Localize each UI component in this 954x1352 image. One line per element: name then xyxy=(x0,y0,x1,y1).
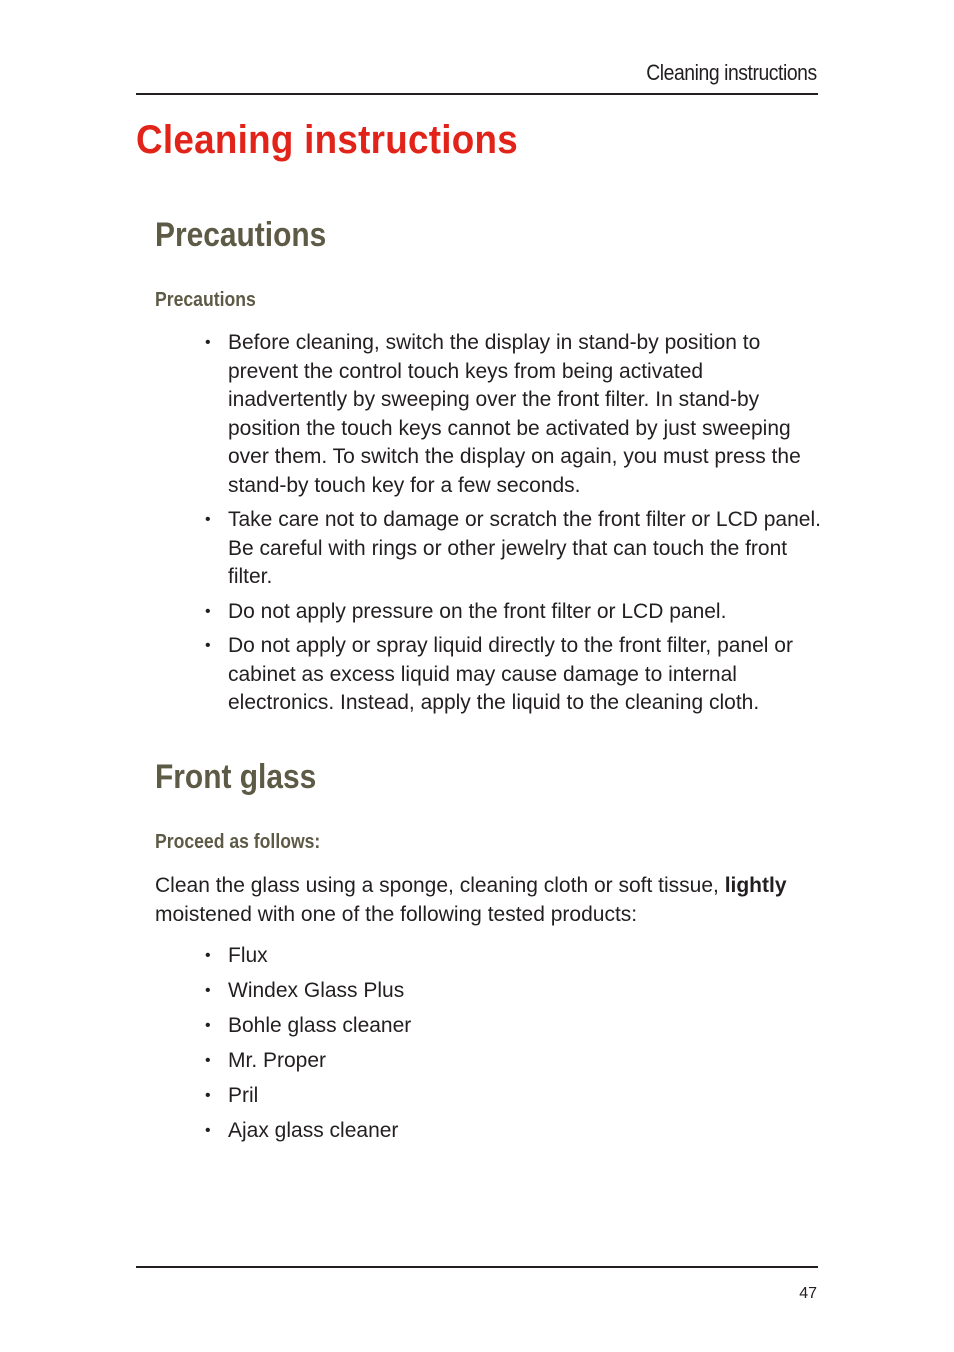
list-item xyxy=(205,1117,825,1146)
bullet-icon: • xyxy=(205,1052,211,1069)
list-item-text: Take care not to damage or scratch the front filter or LCD panel. Be careful with rings or other jewelry that can touch the front filter. xyxy=(228,508,821,588)
subheading-precautions: Precautions xyxy=(155,289,256,311)
list-item xyxy=(205,942,825,971)
list-item-text: Pril xyxy=(228,1084,259,1107)
list-item-text: Mr. Proper xyxy=(228,1049,327,1072)
bullet-icon: • xyxy=(205,947,211,964)
chapter-title: Cleaning instructions xyxy=(136,118,519,162)
list-item xyxy=(205,977,825,1006)
bullet-icon: • xyxy=(205,982,211,999)
page-number: 47 xyxy=(799,1285,817,1302)
intro-text: Clean the glass using a sponge, cleaning cloth or soft tissue, xyxy=(155,874,725,897)
list-item xyxy=(205,1047,825,1076)
products-list xyxy=(205,942,825,1146)
list-item-text: Flux xyxy=(228,944,268,967)
list-item xyxy=(205,506,825,592)
intro-emphasis: lightly xyxy=(724,874,787,897)
precautions-list xyxy=(205,329,825,718)
front-glass-intro xyxy=(155,871,815,929)
list-item-text: Do not apply or spray liquid directly to the front filter, panel or cabinet as excess liquid may cause damage to internal electronics. Instead, apply the liquid to the cleaning cloth. xyxy=(228,634,793,714)
running-header: Cleaning instructions xyxy=(646,60,817,85)
list-item xyxy=(205,632,825,718)
bullet-icon: • xyxy=(205,1122,211,1139)
bullet-icon: • xyxy=(205,334,211,351)
subheading-proceed: Proceed as follows: xyxy=(155,831,321,853)
list-item xyxy=(205,329,825,500)
list-item-text: Do not apply pressure on the front filter or LCD panel. xyxy=(228,599,727,623)
footer-rule xyxy=(136,1266,818,1268)
header-rule xyxy=(136,93,818,95)
list-item xyxy=(205,1082,825,1111)
list-item xyxy=(205,598,825,627)
list-item-text: Bohle glass cleaner xyxy=(228,1014,412,1037)
list-item-text: Windex Glass Plus xyxy=(228,979,405,1002)
list-item-text: Before cleaning, switch the display in stand-by position to prevent the control touch keys from being activated inadvertently by sweeping over the front filter. In stand-by position the touch keys cannot be activated by just sweeping over them. To switch the display on again, you must press the stand-by touch key for a few seconds. xyxy=(228,331,801,497)
section-title-front-glass: Front glass xyxy=(155,758,317,796)
section-title-precautions: Precautions xyxy=(155,216,327,254)
bullet-icon: • xyxy=(205,511,211,528)
list-item-text: Ajax glass cleaner xyxy=(228,1119,399,1142)
bullet-icon: • xyxy=(205,637,211,654)
list-item xyxy=(205,1012,825,1041)
intro-text-continued: moistened with one of the following tested products: xyxy=(155,903,638,926)
bullet-icon: • xyxy=(205,1017,211,1034)
bullet-icon: • xyxy=(205,602,211,620)
bullet-icon: • xyxy=(205,1087,211,1104)
